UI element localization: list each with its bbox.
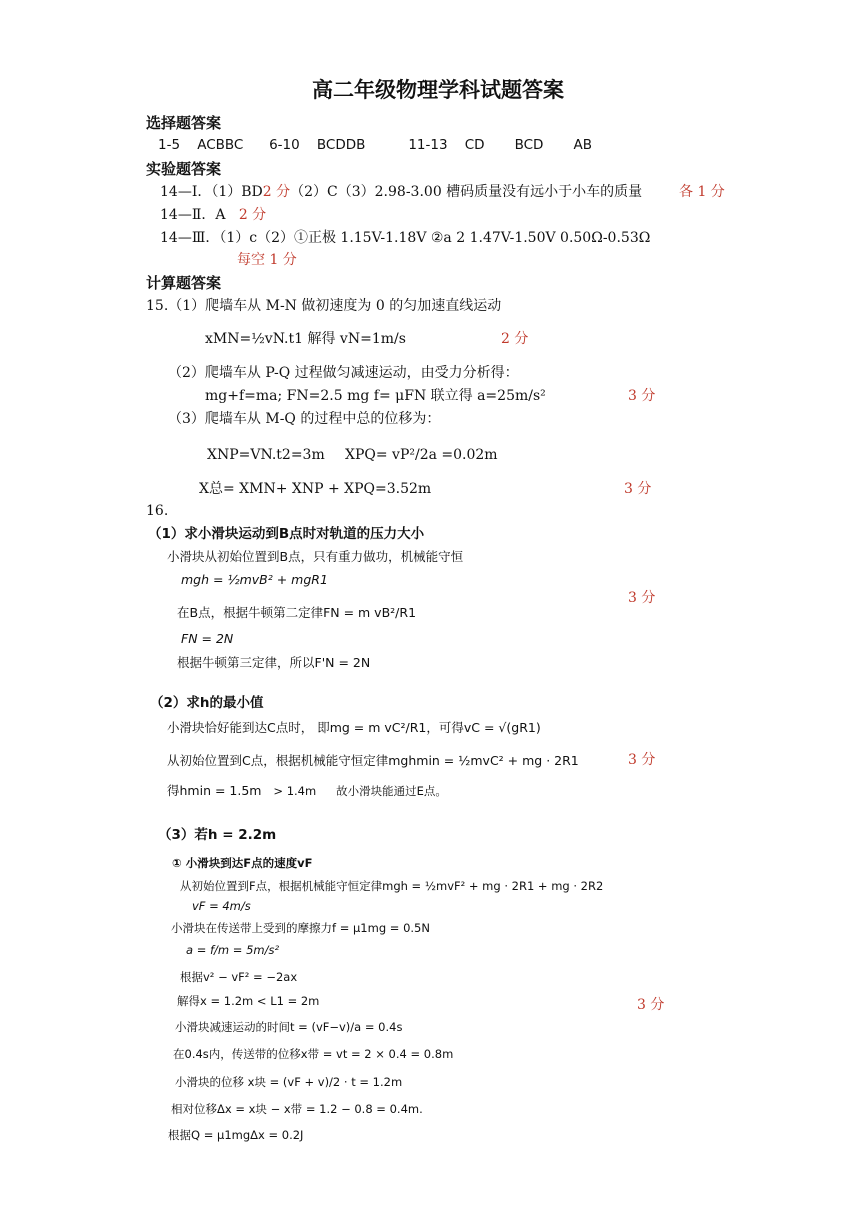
exp-2-answer: 14—Ⅱ．A (160, 207, 226, 223)
q16-p1-score: 3 分 (628, 590, 656, 606)
q16-p3-line-3: 小滑块在传送带上受到的摩擦力f = μ1mg = 0.5N (171, 921, 430, 935)
q16-p3-line-10: 相对位移Δx = x块 − x带 = 1.2 − 0.8 = 0.4m. (171, 1102, 423, 1116)
q16-p2-hmin: 得hmin = 1.5m (167, 783, 262, 798)
q15-line-2: xMN=½vN.t1 解得 vN=1m/s (205, 331, 406, 347)
exp-1-part-c: （2）C（3）2.98-3.00 槽码质量没有远小于小车的质量 (290, 184, 643, 200)
calc-heading: 计算题答案 (146, 274, 222, 292)
q16-part3-heading: （3）若h = 2.2m (158, 827, 277, 843)
q16-p3-line-2: vF = 4m/s (192, 899, 251, 913)
q16-p3-line-11: 根据Q = μ1mgΔx = 0.2J (168, 1128, 304, 1142)
q16-p3-line-8: 在0.4s内，传送带的位移x带 = vt = 2 × 0.4 = 0.8m (173, 1047, 454, 1061)
q15-line-4: mg+f=ma; FN=2.5 mg f= μFN 联立得 a=25m/s² (205, 388, 546, 404)
q16-p3-line-1: 从初始位置到F点，根据机械能守恒定律mgh = ½mvF² + mg · 2R1 + mg · 2R2 (180, 879, 604, 893)
q16-p1-line-1: 小滑块从初始位置到B点，只有重力做功，机械能守恒 (167, 549, 464, 564)
exp-3-score: 每空 1 分 (237, 252, 297, 268)
q15-score-3: 3 分 (624, 481, 652, 497)
q16-part2-heading: （2）求h的最小值 (150, 695, 264, 711)
q15-line-6a: XNP=VN.t2=3m (207, 447, 325, 463)
q16-p3-line-6: 解得x = 1.2m < L1 = 2m (177, 994, 320, 1008)
q16-p1-line-2: mgh = ½mvB² + mgR1 (181, 572, 328, 587)
q15-line-1: 15.（1）爬墙车从 M-N 做初速度为 0 的匀加速直线运动 (146, 298, 502, 314)
q16-p1-line-4: FN = 2N (181, 631, 234, 646)
q16-p2-line-2: 从初始位置到C点，根据机械能守恒定律mghmin = ½mvC² + mg · 2R1 (167, 753, 579, 768)
q16-p3-sub: ① 小滑块到达F点的速度vF (172, 856, 313, 870)
q16-p2-score: 3 分 (628, 752, 656, 768)
q15-line-6b: XPQ= vP²/2a =0.02m (345, 447, 498, 463)
q16-p1-line-3: 在B点，根据牛顿第二定律FN = m vB²/R1 (177, 605, 417, 620)
exp-1-score: 2 分 (262, 184, 291, 200)
q16-p3-score: 3 分 (637, 997, 665, 1013)
q15-line-7: X总= XMN+ XNP + XPQ=3.52m (199, 481, 432, 497)
q15-line-5: （3）爬墙车从 M-Q 的过程中总的位移为： (168, 411, 441, 427)
page-title: 高二年级物理学科试题答案 (312, 78, 564, 102)
q16-p2-line-3 (167, 785, 447, 798)
q16-p2-line-1: 小滑块恰好能到达C点时， 即mg = m vC²/R1，可得vC = √(gR1) (167, 720, 541, 735)
mc-heading: 选择题答案 (146, 114, 222, 132)
exp-line-3: 14—Ⅲ．（1）c（2）①正极 1.15V-1.18V ②a 2 1.47V-1.50V 0.50Ω-0.53Ω (160, 230, 651, 246)
q16-p2-compare: > 1.4m (273, 784, 317, 798)
exp-line-2 (160, 208, 266, 222)
exp-line-1 (160, 185, 642, 199)
exp-2-score: 2 分 (238, 207, 267, 223)
exp-1-score-each: 各 1 分 (679, 184, 725, 200)
q15-score-2: 3 分 (628, 388, 656, 404)
q16-number: 16. (146, 503, 169, 519)
q15-score-1: 2 分 (501, 331, 529, 347)
exp-heading: 实验题答案 (146, 160, 222, 178)
exp-1-part-a: 14—Ⅰ．（1）BD (160, 184, 263, 200)
q15-line-3: （2）爬墙车从 P-Q 过程做匀减速运动，由受力分析得： (168, 365, 519, 381)
q16-p3-line-5: 根据v² − vF² = −2ax (180, 970, 298, 984)
q16-p3-line-7: 小滑块减速运动的时间t = (vF−v)/a = 0.4s (175, 1020, 403, 1034)
mc-answers: 1-5 ACBBC 6-10 BCDDB 11-13 CD BCD AB (158, 137, 592, 153)
q16-part1-heading: （1）求小滑块运动到B点时对轨道的压力大小 (148, 526, 425, 542)
q16-p1-line-5: 根据牛顿第三定律，所以F'N = 2N (177, 655, 371, 670)
q16-p2-conclusion: 故小滑块能通过E点。 (336, 784, 447, 798)
q16-p3-line-9: 小滑块的位移 x块 = (vF + v)/2 · t = 1.2m (175, 1075, 403, 1089)
q16-p3-line-4: a = f/m = 5m/s² (186, 943, 280, 957)
